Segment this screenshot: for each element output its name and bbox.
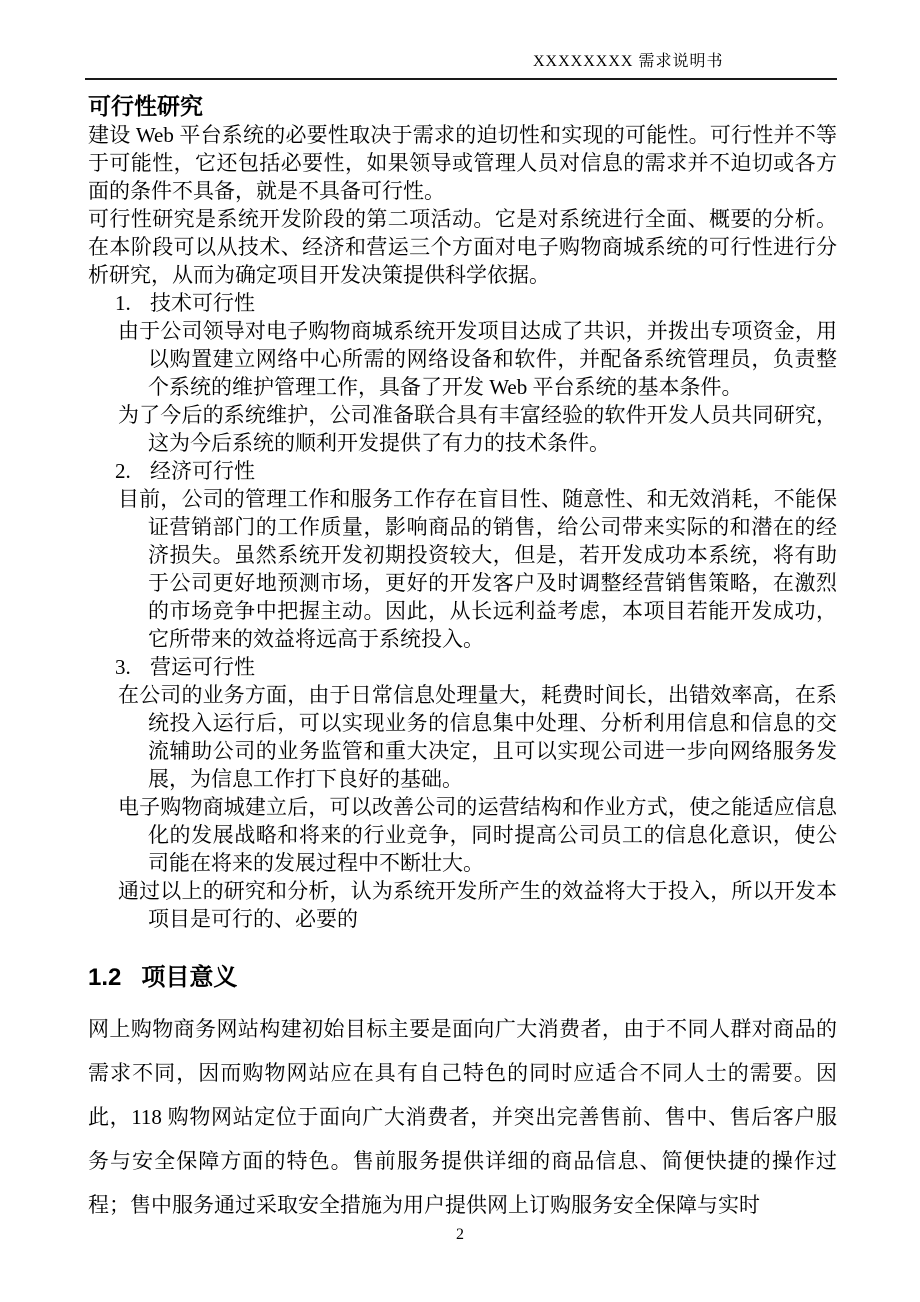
paragraph-project-significance: 网上购物商务网站构建初始目标主要是面向广大消费者，由于不同人群对商品的需求不同，因而购物网站应在具有自己特色的同时应适合不同人士的需要。因此，118 购物网站定位于面向广大消费者，并突出完善售前、售中、售后客户服务与安全保障方面的特色。售前服务提供详细的商品信息、简便快捷的操作过程；售中服务通过采取安全措施为用户提供网上订购服务安全保障与实时 [88, 1017, 837, 1217]
page-footer [0, 1226, 920, 1244]
section-title: 项目意义 [141, 964, 238, 991]
list-item-number: 2. [115, 459, 131, 483]
document-content [88, 84, 837, 1227]
list-item-economic-feasibility [88, 457, 837, 485]
page-header [85, 48, 837, 80]
section-number: 1.2 [88, 964, 122, 991]
paragraph-operational-2: 电子购物商城建立后，可以改善公司的运营结构和作业方式，使之能适应信息化的发展战略和将来的行业竞争，同时提高公司员工的信息化意识，使公司能在将来的发展过程中不断壮大。 [118, 795, 837, 875]
paragraph-operational-1: 在公司的业务方面，由于日常信息处理量大，耗费时间长，出错效率高，在系统投入运行后，可以实现业务的信息集中处理、分析利用信息和信息的交流辅助公司的业务监管和重大决定，且可以实现公司进一步向网络服务发展，为信息工作打下良好的基础。 [118, 683, 837, 791]
page-number: 2 [456, 1226, 464, 1243]
paragraph-feasibility-conclusion: 通过以上的研究和分析，认为系统开发所产生的效益将大于投入，所以开发本项目是可行的、必要的 [118, 879, 837, 931]
header-title: XXXXXXXX 需求说明书 [533, 53, 724, 70]
list-item-title: 营运可行性 [150, 655, 255, 679]
list-item-title: 经济可行性 [150, 459, 255, 483]
paragraph-technical-2: 为了今后的系统维护，公司准备联合具有丰富经验的软件开发人员共同研究，这为今后系统的顺利开发提供了有力的技术条件。 [118, 403, 837, 455]
paragraph-feasibility-intro-1: 建设 Web 平台系统的必要性取决于需求的迫切性和实现的可能性。可行性并不等于可能性，它还包括必要性，如果领导或管理人员对信息的需求并不迫切或各方面的条件不具备，就是不具备可行性。 [88, 123, 837, 203]
list-item-number: 3. [115, 655, 131, 679]
project-significance-heading [88, 963, 837, 993]
paragraph-technical-1: 由于公司领导对电子购物商城系统开发项目达成了共识，并拨出专项资金，用以购置建立网络中心所需的网络设备和软件，并配备系统管理员，负责整个系统的维护管理工作，具备了开发 Web 平台系统的基本条件。 [118, 319, 837, 399]
list-item-number: 1. [115, 291, 131, 315]
paragraph-economic-1: 目前，公司的管理工作和服务工作存在盲目性、随意性、和无效消耗，不能保证营销部门的工作质量，影响商品的销售，给公司带来实际的和潜在的经济损失。虽然系统开发初期投资较大，但是，若开发成功本系统，将有助于公司更好地预测市场，更好的开发客户及时调整经营销售策略，在激烈的市场竞争中把握主动。因此，从长远利益考虑，本项目若能开发成功，它所带来的效益将远高于系统投入。 [118, 487, 837, 651]
feasibility-study-heading: 可行性研究 [88, 93, 203, 119]
list-item-technical-feasibility [88, 289, 837, 317]
list-item-title: 技术可行性 [150, 291, 255, 315]
paragraph-feasibility-intro-2: 可行性研究是系统开发阶段的第二项活动。它是对系统进行全面、概要的分析。在本阶段可以从技术、经济和营运三个方面对电子购物商城系统的可行性进行分析研究，从而为确定项目开发决策提供科学依据。 [88, 207, 837, 287]
list-item-operational-feasibility [88, 653, 837, 681]
